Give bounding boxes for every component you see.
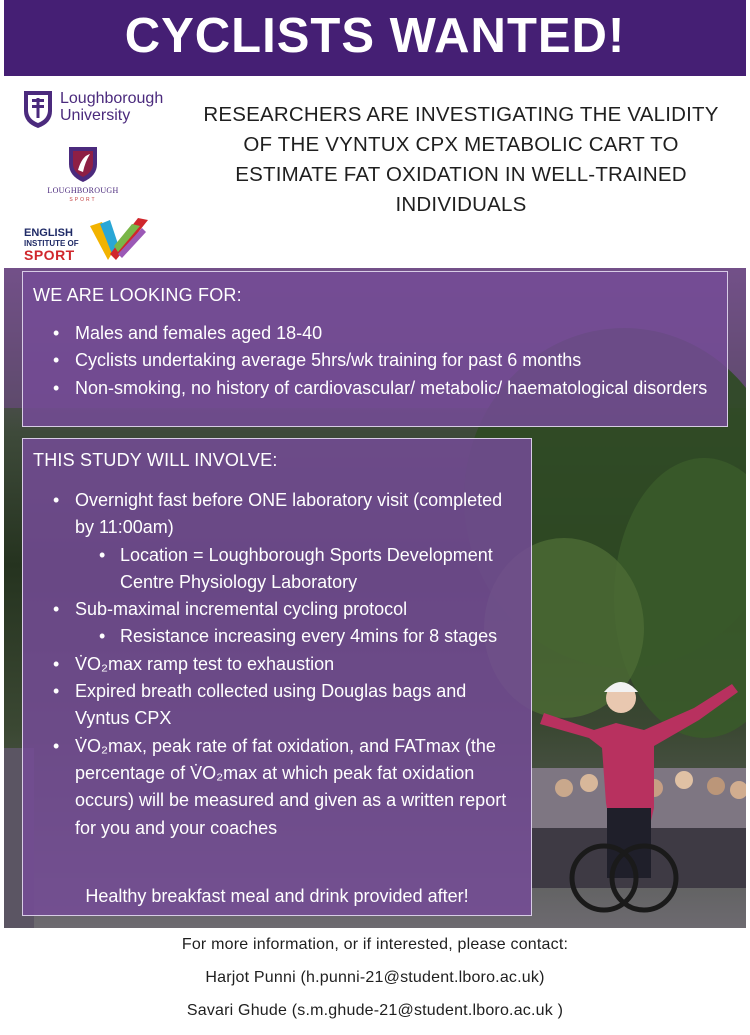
eligibility-list xyxy=(23,320,727,402)
eis-tick-icon xyxy=(88,216,150,262)
breakfast-note: Healthy breakfast meal and drink provided after! xyxy=(85,886,469,906)
university-name: Loughborough University xyxy=(60,90,164,124)
contact-harjot-punni: Harjot Punni (h.punni-21@student.lboro.ac.uk) xyxy=(205,969,545,986)
sub-list-item: • Location = Loughborough Sports Development Centre Physiology Laboratory xyxy=(75,542,523,597)
contact-intro: For more information, or if interested, please contact: xyxy=(181,936,569,953)
eis-text-english: ENGLISH xyxy=(24,227,73,239)
eligibility-panel xyxy=(22,271,728,427)
study-description: RESEARCHERS ARE INVESTIGATING THE VALIDITY OF THE VYNTUX CPX METABOLIC CART TO ESTIMATE FAT OXIDATION IN WELL-TRAINED INDIVIDUALS xyxy=(203,103,719,216)
list-item: • V̇O₂max, peak rate of fat oxidation, and FATmax (the percentage of V̇O₂max at which peak fat oxidation occurs) will be measured and given as a written report for you and your coaches xyxy=(23,733,531,842)
contact-savari-ghude: Savari Ghude (s.m.ghude-21@student.lboro.ac.uk ) xyxy=(186,1002,564,1019)
list-item: • Expired breath collected using Douglas bags and Vyntus CPX xyxy=(23,678,531,733)
university-shield-icon xyxy=(22,89,54,129)
sport-logo-text: LOUGHBOROUGH xyxy=(47,186,119,195)
study-details-panel xyxy=(22,438,532,916)
english-institute-of-sport-logo xyxy=(24,216,154,264)
eis-text-institute: INSTITUTE OF xyxy=(24,239,79,248)
study-heading: THIS STUDY WILL INVOLVE: xyxy=(33,450,278,470)
list-item: • Sub-maximal incremental cycling protocol • Resistance increasing every 4mins for 8 stages xyxy=(23,596,531,651)
eis-text-sport: SPORT xyxy=(24,247,75,263)
list-item: • Cyclists undertaking average 5hrs/wk training for past 6 months xyxy=(23,347,727,374)
header-banner xyxy=(4,0,746,76)
loughborough-university-logo xyxy=(22,88,182,134)
sport-crest-icon xyxy=(66,144,100,184)
list-item: • Males and females aged 18-40 xyxy=(23,320,727,347)
list-item: • Non-smoking, no history of cardiovascular/ metabolic/ haematological disorders xyxy=(23,375,727,402)
study-list xyxy=(23,487,531,842)
sport-logo-subtext: SPORT xyxy=(69,197,97,203)
sub-list-item: • Resistance increasing every 4mins for 8 stages xyxy=(75,623,523,650)
list-item: • V̇O₂max ramp test to exhaustion xyxy=(23,651,531,678)
list-item: • Overnight fast before ONE laboratory visit (completed by 11:00am) • Location = Loughborough Sports Development Centre Physiology Laboratory xyxy=(23,487,531,596)
contact-footer xyxy=(0,928,750,1035)
loughborough-sport-logo xyxy=(38,144,128,206)
page-title: CYCLISTS WANTED! xyxy=(124,9,626,63)
eligibility-heading: WE ARE LOOKING FOR: xyxy=(33,285,242,305)
